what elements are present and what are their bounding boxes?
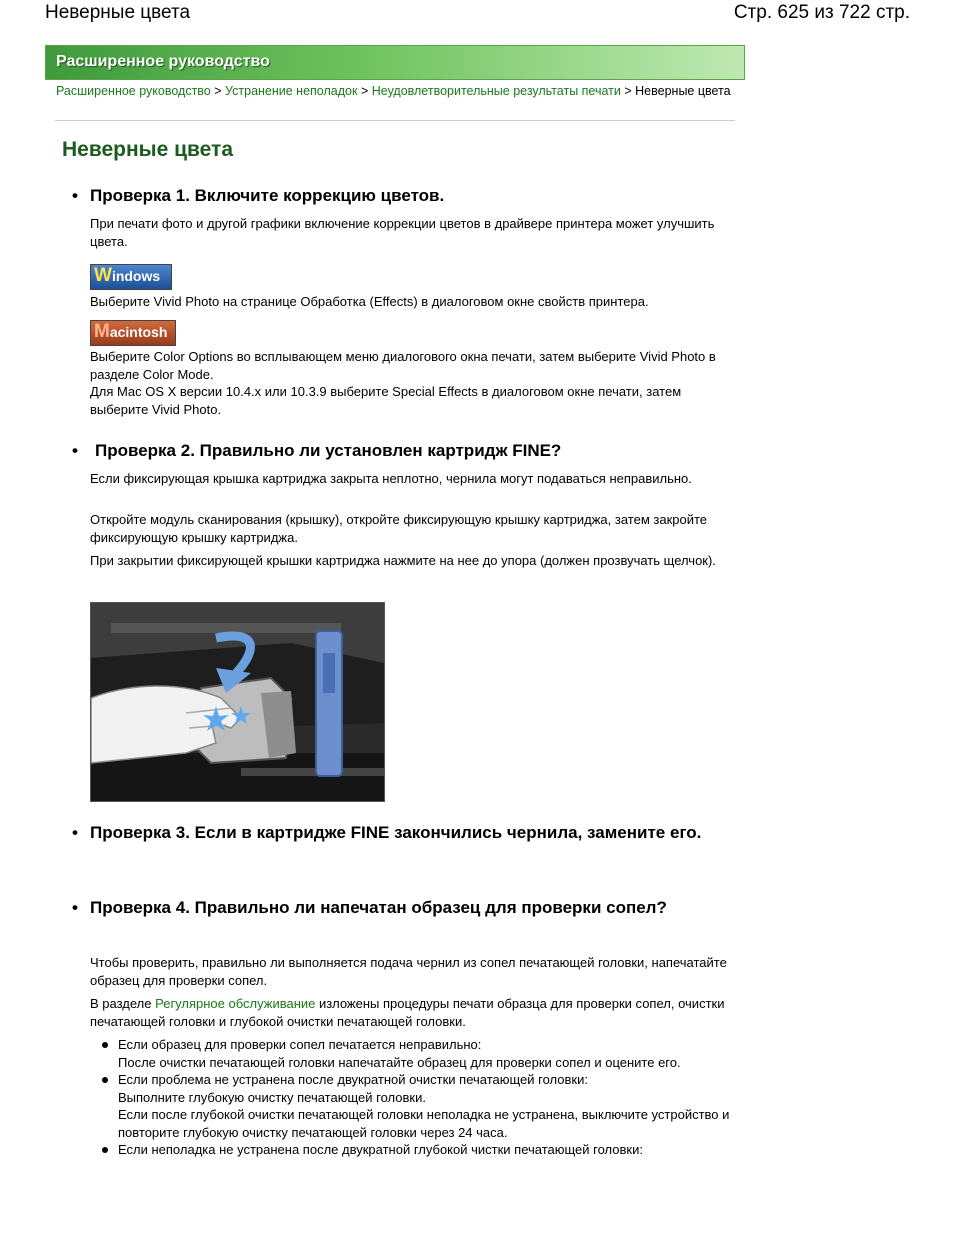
banner-label: Расширенное руководство	[56, 53, 270, 70]
list-item: Если проблема не устранена после двукратной очистки печатающей головки: Выполните глубокую очистку печатающей головки. Если после глубокой очистки печатающей головки неполадка не устранена, выключите устройство и повторите глубокую очистку печатающей головки через 24 часа.	[100, 1071, 730, 1141]
breadcrumb-link-print-results[interactable]: Неудовлетворительные результаты печати	[371, 84, 621, 98]
check3-heading: • Проверка 3. Если в картридже FINE закончились чернила, замените его.	[72, 815, 732, 850]
list-item: Если неполадка не устранена после двукратной глубокой чистки печатающей головки:	[100, 1141, 730, 1159]
bullet-icon: •	[72, 823, 78, 842]
breadcrumb-separator: >	[624, 84, 632, 98]
check1-heading: • Проверка 1. Включите коррекцию цветов.	[72, 178, 732, 213]
check1-mac-text-2: Для Mac OS X версии 10.4.x или 10.3.9 выберите Special Effects в диалоговом окне печати, затем выберите Vivid Photo.	[90, 384, 682, 417]
page-title: Неверные цвета	[62, 138, 234, 161]
check4-p2: В разделе Регулярное обслуживание изложены процедуры печати образца для проверки сопел, очистки печатающей головки и глубокой очистки печатающей головки.	[90, 996, 725, 1029]
bullet-icon	[102, 1077, 108, 1083]
bullet-icon	[102, 1042, 108, 1048]
bullet-icon: •	[72, 186, 78, 205]
check1-mac-text-1: Выберите Color Options во всплывающем меню диалогового окна печати, затем выберите Vivid Photo в разделе Color Mode.	[90, 349, 716, 382]
bullet-icon	[102, 1147, 108, 1153]
breadcrumb-current: Неверные цвета	[635, 84, 731, 98]
check4-heading: • Проверка 4. Правильно ли напечатан образец для проверки сопел?	[72, 890, 732, 925]
breadcrumb-separator: >	[360, 84, 369, 98]
breadcrumb-link-troubleshooting[interactable]: Устранение неполадок	[225, 84, 358, 98]
windows-badge-icon: Windows	[90, 264, 172, 290]
check4-p1: Чтобы проверить, правильно ли выполняется подача чернил из сопел печатающей головки, напечатайте образец для проверки сопел.	[90, 955, 727, 988]
check2-heading: • Проверка 2. Правильно ли установлен картридж FINE?	[72, 433, 732, 468]
bullet-icon: •	[72, 441, 78, 460]
list-item: Если образец для проверки сопел печатается неправильно: После очистки печатающей головки напечатайте образец для проверки сопел и оцените его.	[100, 1036, 730, 1071]
header-title: Неверные цвета	[45, 2, 191, 23]
check1-intro: При печати фото и другой графики включение коррекции цветов в драйвере принтера может улучшить цвета.	[90, 216, 715, 249]
check2-p1: Если фиксирующая крышка картриджа закрыта неплотно, чернила могут подаваться неправильно.	[90, 471, 692, 486]
header-page-info: Стр. 625 из 722 стр.	[733, 2, 910, 23]
guide-banner	[45, 45, 745, 80]
macintosh-badge-icon: Macintosh	[90, 320, 176, 346]
check2-p2: Откройте модуль сканирования (крышку), откройте фиксирующую крышку картриджа, затем закройте фиксирующую крышку картриджа.	[90, 512, 708, 545]
bullet-icon: •	[72, 898, 78, 917]
cartridge-lock-illustration	[90, 602, 385, 802]
breadcrumb-separator: >	[214, 84, 222, 98]
page-header	[45, 0, 910, 28]
check2-p3: При закрытии фиксирующей крышки картриджа нажмите на нее до упора (должен прозвучать щелчок).	[90, 553, 716, 568]
check4-sub-list	[100, 1036, 730, 1159]
check1-windows-text: Выберите Vivid Photo на странице Обработка (Effects) в диалоговом окне свойств принтера.	[90, 294, 649, 309]
breadcrumb	[56, 83, 731, 99]
regular-maintenance-link[interactable]: Регулярное обслуживание	[155, 996, 316, 1011]
breadcrumb-link-guide[interactable]: Расширенное руководство	[56, 84, 211, 98]
divider	[55, 120, 735, 121]
